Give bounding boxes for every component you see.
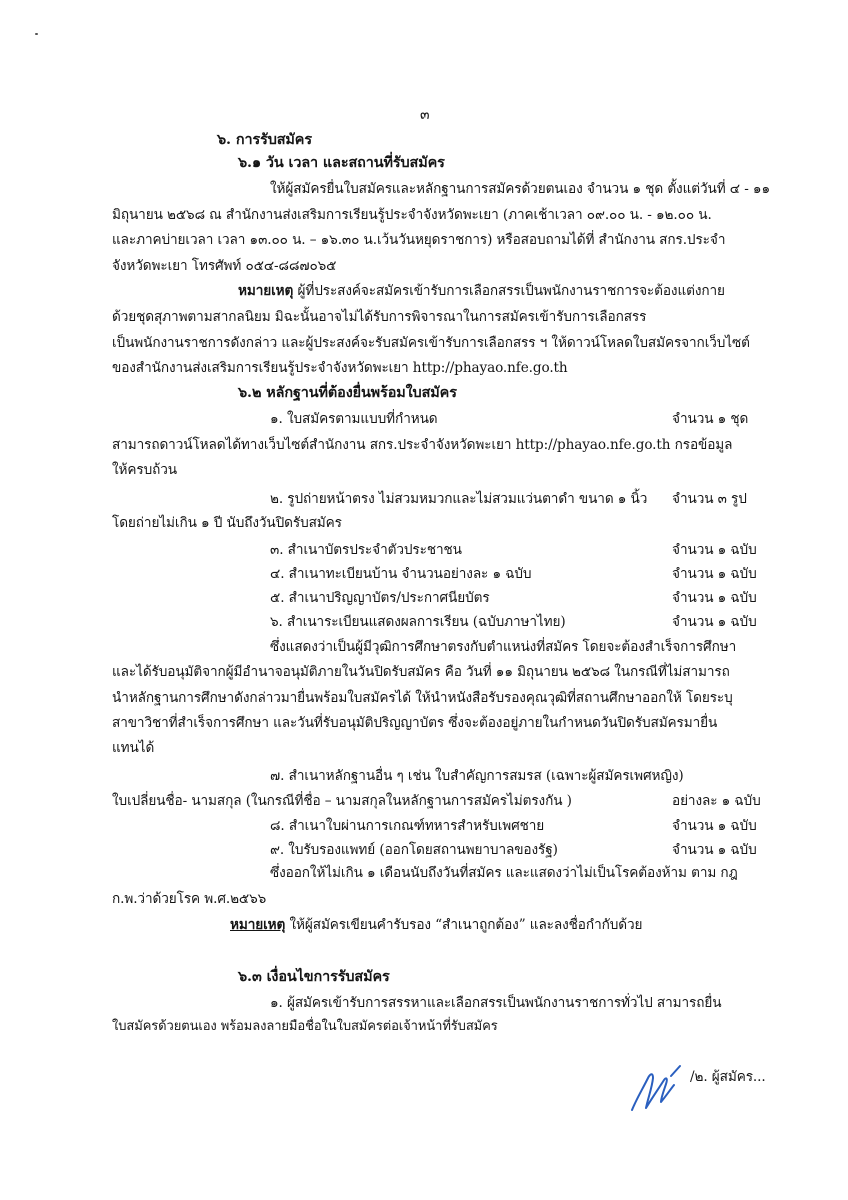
item-2: ๒. รูปถ่ายหน้าตรง ไม่สวมหมวกและไม่สวมแว่นตาดำ ขนาด ๑ นิ้ว: [270, 491, 648, 507]
scan-speck: [35, 33, 38, 35]
item-2-cont: โดยถ่ายไม่เกิน ๑ ปี นับถึงวันปิดรับสมัคร: [112, 515, 342, 531]
item-2-qty: จำนวน ๓ รูป: [672, 491, 747, 507]
page-number: ๓: [420, 107, 430, 123]
item-6-cont-3: นำหลักฐานการศึกษาดังกล่าวมายื่นพร้อมใบสมัครได้ ให้นำหนังสือรับรองคุณวุฒิที่สถานศึกษาออกให้ โดยระบุ: [112, 690, 733, 706]
item-6-cont-4: สาขาวิชาที่สำเร็จการศึกษา และวันที่รับอนุมัติปริญญาบัตร ซึ่งจะต้องอยู่ภายในกำหนดวันปิดรับสมัครมายื่น: [112, 715, 718, 731]
s61-line-1: ให้ผู้สมัครยื่นใบสมัครและหลักฐานการสมัครด้วยตนเอง จำนวน ๑ ชุด ตั้งแต่วันที่ ๔ - ๑๑: [270, 181, 770, 197]
item-6-cont-5: แทนได้: [112, 740, 155, 756]
s61-note-text: ผู้ที่ประสงค์จะสมัครเข้ารับการเลือกสรรเป็นพนักงานราชการจะต้องแต่งกาย: [293, 283, 725, 299]
item-6-cont-2: และได้รับอนุมัติจากผู้มีอำนาจอนุมัติภายในวันปิดรับสมัคร คือ วันที่ ๑๑ มิถุนายน ๒๕๖๘ ในกรณีที่ไม่สามารถ: [112, 664, 730, 680]
item-1-cont-1: สามารถดาวน์โหลดได้ทางเว็บไซต์สำนักงาน สกร.ประจำจังหวัดพะเยา http://phayao.nfe.go.th กรอข้อมูล: [112, 437, 733, 453]
s62-note-text: ให้ผู้สมัครเขียนคำรับรอง “สำเนาถูกต้อง” และลงชื่อกำกับด้วย: [285, 917, 643, 933]
item-4: ๔. สำเนาทะเบียนบ้าน จำนวนอย่างละ ๑ ฉบับ: [270, 566, 532, 582]
item-3-qty: จำนวน ๑ ฉบับ: [672, 542, 757, 558]
s63-line-1: ๑. ผู้สมัครเข้ารับการสรรหาและเลือกสรรเป็นพนักงานราชการทั่วไป สามารถยื่น: [270, 995, 722, 1011]
item-6: ๖. สำเนาระเบียนแสดงผลการเรียน (ฉบับภาษาไทย): [270, 614, 566, 630]
s62-note: [230, 915, 642, 935]
item-9-cont-1: ซึ่งออกให้ไม่เกิน ๑ เดือนนับถึงวันที่สมัคร และแสดงว่าไม่เป็นโรคต้องห้าม ตาม กฎ: [270, 865, 738, 881]
item-3: ๓. สำเนาบัตรประจำตัวประชาชน: [270, 542, 462, 558]
handwritten-initials-icon: [626, 1058, 686, 1120]
item-7: ๗. สำเนาหลักฐานอื่น ๆ เช่น ใบสำคัญการสมรส (เฉพาะผู้สมัครเพศหญิง): [270, 768, 684, 784]
s61-note-line-4: ของสำนักงานส่งเสริมการเรียนรู้ประจำจังหวัดพะเยา http://phayao.nfe.go.th: [112, 360, 568, 376]
item-5: ๕. สำเนาปริญญาบัตร/ประกาศนียบัตร: [270, 590, 490, 606]
s62-note-label: หมายเหตุ: [230, 917, 286, 933]
s61-line-3: และภาคบ่ายเวลา เวลา ๑๓.๐๐ น. – ๑๖.๓๐ น.เว้นวันหยุดราชการ) หรือสอบถามได้ที่ สำนักงาน สกร.ประจำ: [112, 232, 726, 248]
s61-line-2: มิถุนายน ๒๕๖๘ ณ สำนักงานส่งเสริมการเรียนรู้ประจำจังหวัดพะเยา (ภาคเช้าเวลา ๐๙.๐๐ น. - ๑๒.๐๐ น.: [112, 207, 712, 223]
item-7-cont: ใบเปลี่ยนชื่อ- นามสกุล (ในกรณีที่ชื่อ – นามสกุลในหลักฐานการสมัครไม่ตรงกัน ): [112, 793, 572, 809]
s61-line-4: จังหวัดพะเยา โทรศัพท์ ๐๕๔-๘๘๗๐๖๕: [112, 258, 337, 274]
item-8-qty: จำนวน ๑ ฉบับ: [672, 818, 757, 834]
s61-note-line-1: [238, 281, 725, 301]
item-8: ๘. สำเนาใบผ่านการเกณฑ์ทหารสำหรับเพศชาย: [270, 818, 545, 834]
section-6-2-title: ๖.๒ หลักฐานที่ต้องยื่นพร้อมใบสมัคร: [238, 384, 457, 401]
item-1: ๑. ใบสมัครตามแบบที่กำหนด: [270, 411, 438, 427]
s61-note-label: หมายเหตุ: [238, 283, 294, 299]
item-9-cont-2: ก.พ.ว่าด้วยโรค พ.ศ.๒๕๖๖: [112, 891, 267, 907]
item-6-cont-1: ซึ่งแสดงว่าเป็นผู้มีวุฒิการศึกษาตรงกับตำแหน่งที่สมัคร โดยจะต้องสำเร็จการศึกษา: [270, 639, 737, 655]
item-9-qty: จำนวน ๑ ฉบับ: [672, 842, 757, 858]
continuation-marker: /๒. ผู้สมัคร...: [690, 1069, 766, 1085]
item-9: ๙. ใบรับรองแพทย์ (ออกโดยสถานพยาบาลของรัฐ): [270, 842, 558, 858]
s61-note-line-3: เป็นพนักงานราชการดังกล่าว และผู้ประสงค์จะรับสมัครเข้ารับการเลือกสรร ฯ ให้ดาวน์โหลดใบสมัครจากเว็บไซต์: [112, 335, 750, 351]
item-7-qty: อย่างละ ๑ ฉบับ: [672, 793, 761, 809]
section-6-3-title: ๖.๓ เงื่อนไขการรับสมัคร: [238, 968, 390, 985]
item-6-qty: จำนวน ๑ ฉบับ: [672, 614, 757, 630]
item-5-qty: จำนวน ๑ ฉบับ: [672, 590, 757, 606]
item-1-cont-2: ให้ครบถ้วน: [112, 462, 177, 478]
s63-line-2: ใบสมัครด้วยตนเอง พร้อมลงลายมือชื่อในใบสมัครต่อเจ้าหน้าที่รับสมัคร: [112, 1019, 498, 1034]
section-6-title: ๖. การรับสมัคร: [217, 131, 312, 148]
s61-note-line-2: ด้วยชุดสุภาพตามสากลนิยม มิฉะนั้นอาจไม่ได้รับการพิจารณาในการสมัครเข้ารับการเลือกสรร: [112, 309, 647, 325]
item-1-qty: จำนวน ๑ ชุด: [672, 411, 749, 427]
section-6-1-title: ๖.๑ วัน เวลา และสถานที่รับสมัคร: [238, 154, 445, 171]
item-4-qty: จำนวน ๑ ฉบับ: [672, 566, 757, 582]
